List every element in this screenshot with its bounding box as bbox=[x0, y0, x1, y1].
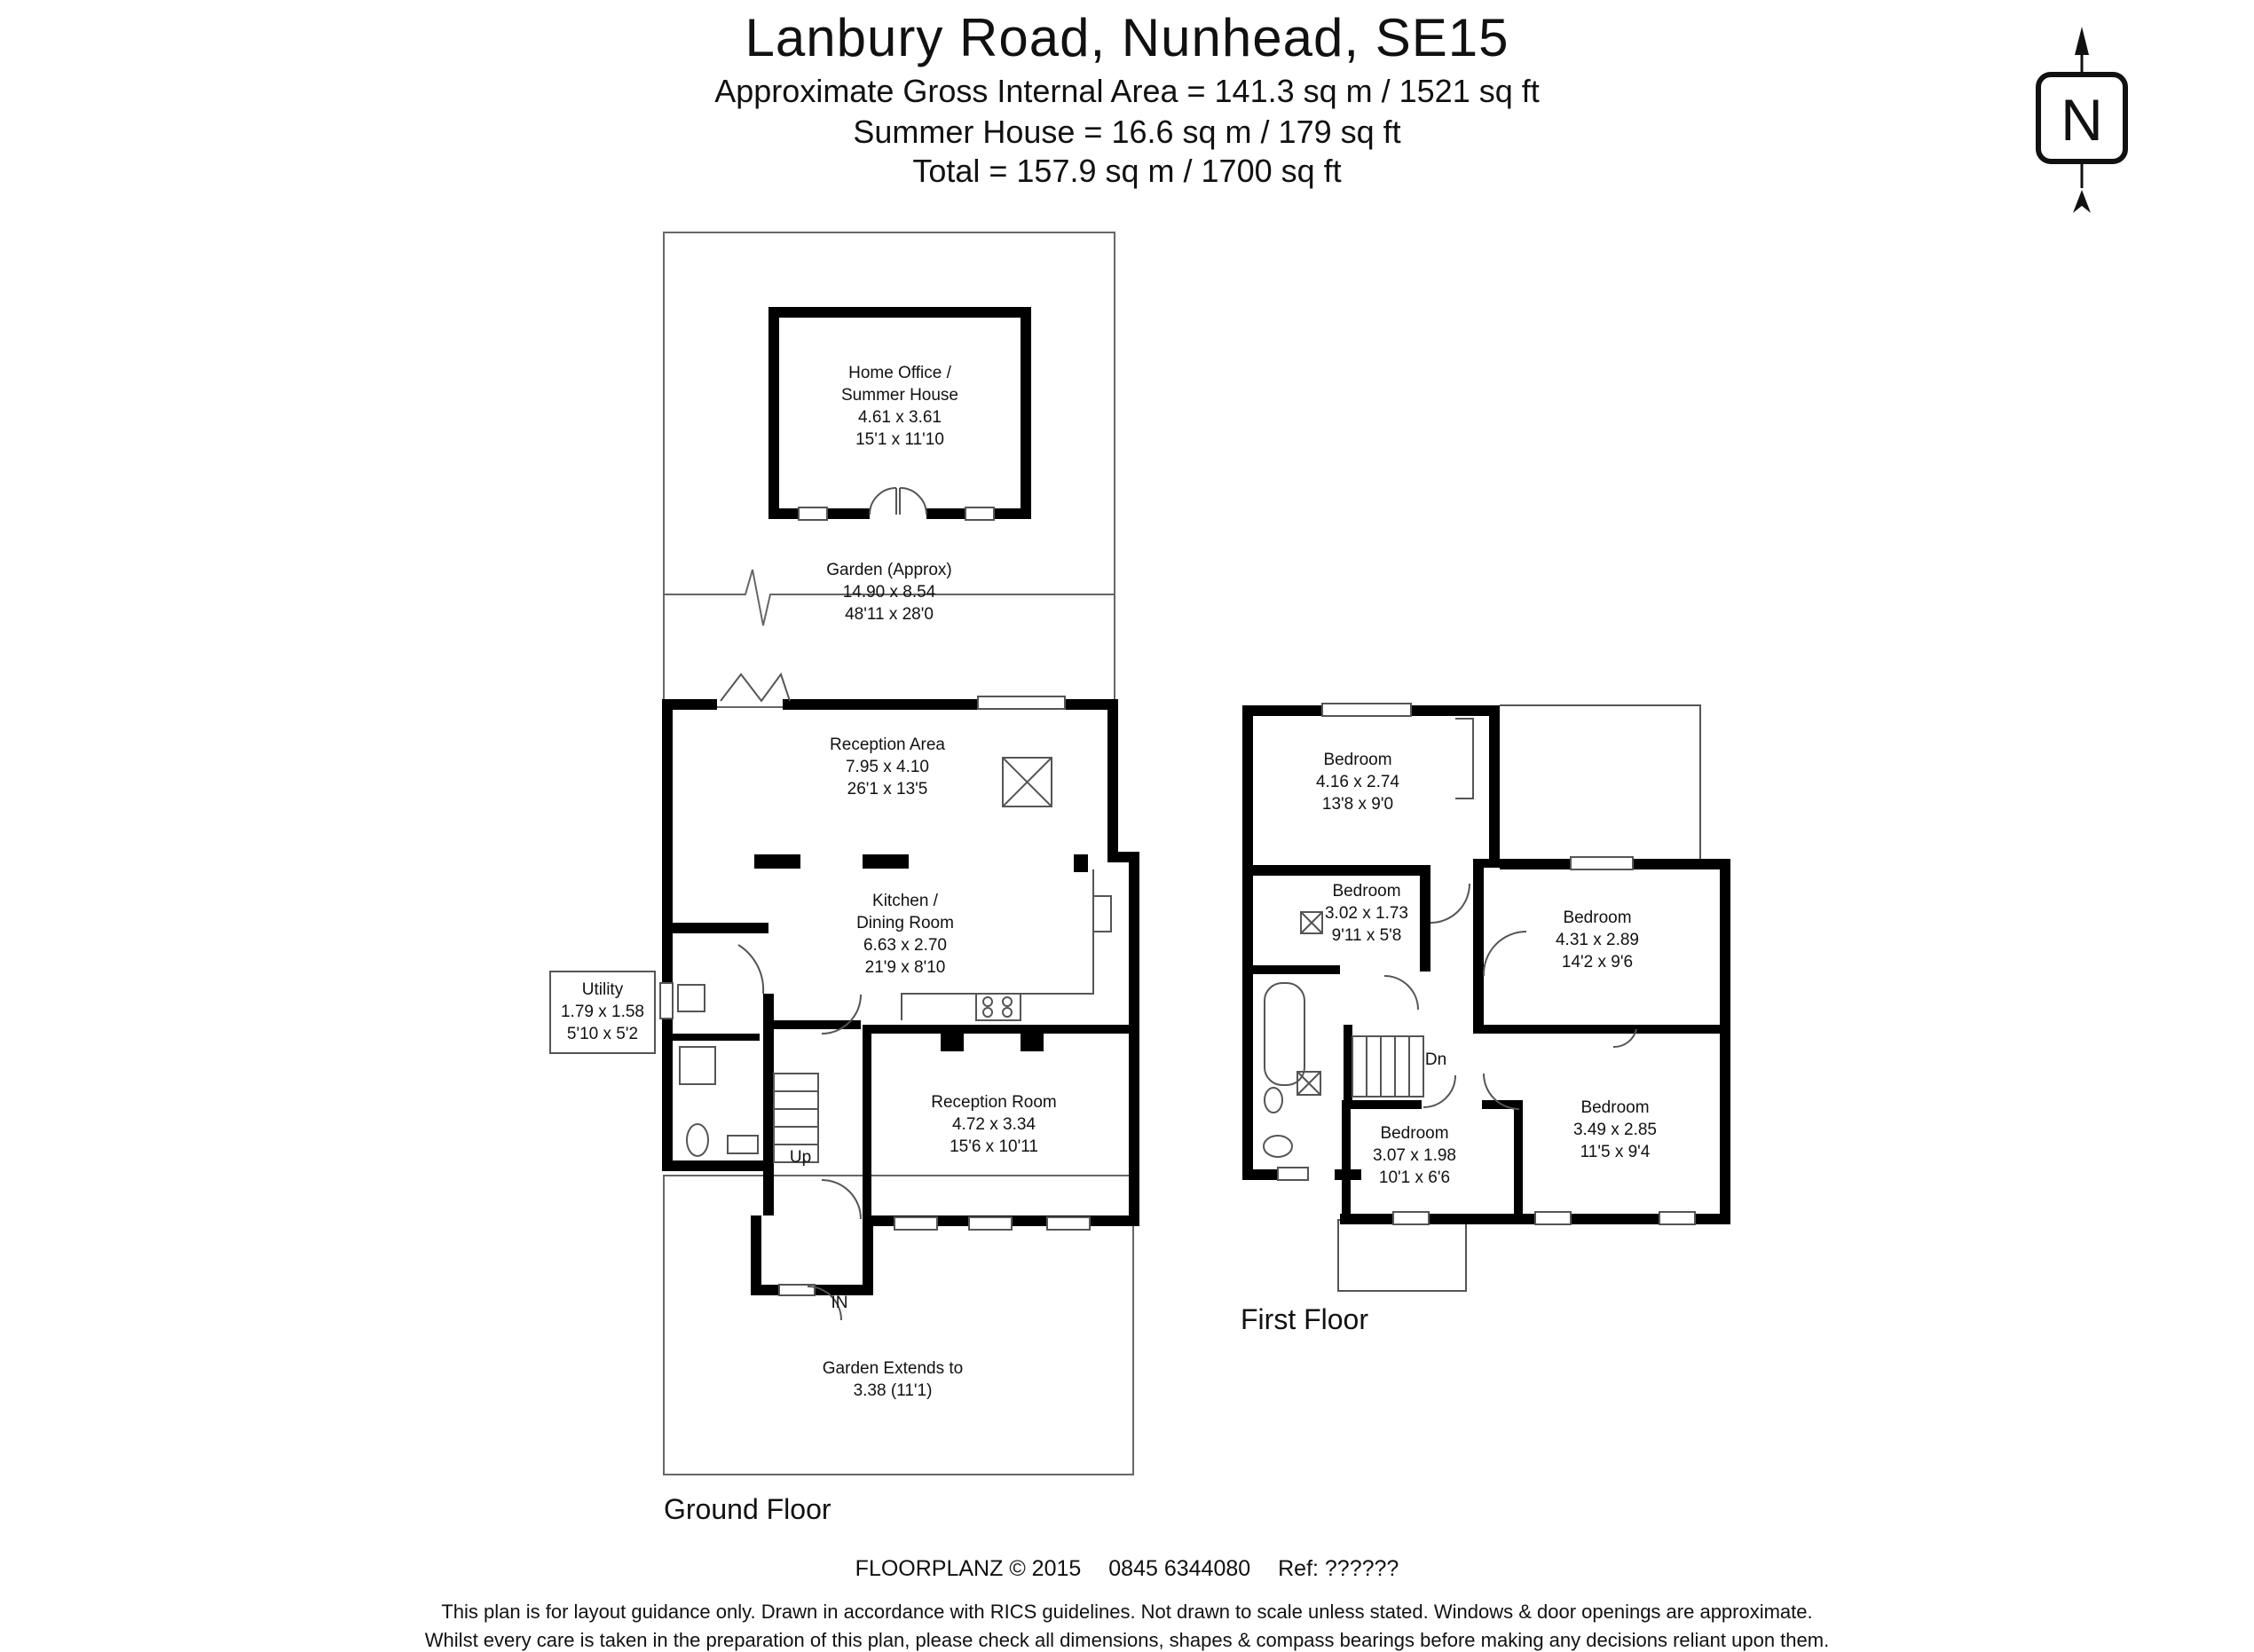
svg-text:14.90 x 8.54: 14.90 x 8.54 bbox=[842, 583, 936, 602]
svg-text:3.07 x 1.98: 3.07 x 1.98 bbox=[1372, 1146, 1457, 1165]
footer-phone: 0845 6344080 bbox=[1108, 1556, 1251, 1581]
plan-title: Lanbury Road, Nunhead, SE15 bbox=[745, 8, 1509, 67]
svg-text:6.63 x 2.70: 6.63 x 2.70 bbox=[863, 936, 948, 955]
stairs-down-label: Dn bbox=[1424, 1050, 1447, 1069]
svg-text:4.61 x 3.61: 4.61 x 3.61 bbox=[857, 408, 942, 427]
svg-text:Utility: Utility bbox=[581, 980, 624, 999]
ground-floor-label: Ground Floor bbox=[664, 1493, 831, 1525]
reception-area-label bbox=[830, 736, 945, 798]
compass-letter: N bbox=[2061, 87, 2103, 153]
svg-text:3.02 x 1.73: 3.02 x 1.73 bbox=[1324, 904, 1409, 923]
svg-text:Bedroom: Bedroom bbox=[1323, 751, 1392, 769]
svg-text:3.49 x 2.85: 3.49 x 2.85 bbox=[1572, 1121, 1658, 1139]
svg-text:4.16 x 2.74: 4.16 x 2.74 bbox=[1315, 773, 1400, 791]
kitchen-label bbox=[856, 892, 954, 977]
bedroom-4-label bbox=[1373, 1124, 1456, 1187]
first-floor-stairs bbox=[1352, 1036, 1423, 1097]
wardrobe bbox=[1455, 719, 1473, 798]
svg-text:Bedroom: Bedroom bbox=[1580, 1098, 1650, 1117]
bedroom-3-label bbox=[1556, 909, 1639, 972]
total-area-line: Total = 157.9 sq m / 1700 sq ft bbox=[912, 153, 1342, 189]
summer-house-label bbox=[841, 364, 958, 449]
svg-text:15'1 x 11'10: 15'1 x 11'10 bbox=[855, 430, 944, 449]
svg-text:10'1 x 6'6: 10'1 x 6'6 bbox=[1378, 1168, 1451, 1187]
svg-text:4.72 x 3.34: 4.72 x 3.34 bbox=[951, 1115, 1036, 1134]
svg-text:7.95 x 4.10: 7.95 x 4.10 bbox=[845, 758, 930, 776]
svg-text:9'11 x 5'8: 9'11 x 5'8 bbox=[1331, 926, 1402, 945]
svg-text:Bedroom: Bedroom bbox=[1380, 1124, 1449, 1143]
bedroom-1-label bbox=[1316, 751, 1399, 814]
footer-credits bbox=[0, 1556, 2254, 1582]
svg-text:Reception Area: Reception Area bbox=[830, 736, 945, 754]
footer-ref: Ref: ?????? bbox=[1278, 1556, 1399, 1581]
svg-text:21'9 x 8'10: 21'9 x 8'10 bbox=[864, 958, 946, 977]
north-compass-icon bbox=[2038, 27, 2125, 213]
bedroom-5-label bbox=[1573, 1098, 1657, 1161]
svg-text:48'11 x 28'0: 48'11 x 28'0 bbox=[845, 605, 934, 624]
bedroom-2-label bbox=[1325, 882, 1408, 945]
footer-disclaimer-1: This plan is for layout guidance only. Drawn in accordance with RICS guidelines. Not drawn to scale unless stated. Windows & door openings are approximate. bbox=[441, 1601, 1813, 1623]
svg-text:15'6 x 10'11: 15'6 x 10'11 bbox=[950, 1137, 1038, 1156]
ground-floor-plan bbox=[550, 232, 1139, 1525]
svg-text:Home Office /: Home Office / bbox=[848, 364, 951, 382]
summer-house-area-line: Summer House = 16.6 sq m / 179 sq ft bbox=[853, 114, 1401, 150]
svg-text:Reception Room: Reception Room bbox=[931, 1093, 1057, 1112]
svg-text:3.38 (11'1): 3.38 (11'1) bbox=[853, 1381, 933, 1400]
svg-text:1.79 x 1.58: 1.79 x 1.58 bbox=[560, 1003, 645, 1021]
svg-text:Bedroom: Bedroom bbox=[1332, 882, 1401, 901]
front-garden-label bbox=[823, 1359, 963, 1400]
gross-area-line: Approximate Gross Internal Area = 141.3 sq m / 1521 sq ft bbox=[714, 73, 1540, 109]
svg-text:Bedroom: Bedroom bbox=[1563, 909, 1632, 927]
svg-text:26'1 x 13'5: 26'1 x 13'5 bbox=[847, 780, 928, 798]
svg-text:5'10 x 5'2: 5'10 x 5'2 bbox=[566, 1025, 639, 1043]
utility-fixtures bbox=[678, 985, 758, 1156]
svg-text:Dining Room: Dining Room bbox=[856, 914, 954, 932]
rear-garden-boundary bbox=[664, 232, 1115, 707]
svg-text:13'8 x 9'0: 13'8 x 9'0 bbox=[1321, 795, 1394, 814]
first-floor-label: First Floor bbox=[1241, 1303, 1368, 1335]
svg-text:Summer House: Summer House bbox=[841, 386, 958, 405]
garden-label bbox=[826, 561, 952, 624]
stairs-up-label: Up bbox=[789, 1148, 812, 1167]
svg-text:Garden (Approx): Garden (Approx) bbox=[826, 561, 952, 579]
svg-text:Garden Extends to: Garden Extends to bbox=[822, 1359, 964, 1378]
first-floor-plan bbox=[1241, 704, 1730, 1335]
bifold-door bbox=[721, 674, 790, 701]
svg-text:Kitchen /: Kitchen / bbox=[872, 892, 938, 910]
skylight bbox=[1003, 758, 1052, 806]
reception-room-label bbox=[931, 1093, 1057, 1156]
svg-text:14'2 x 9'6: 14'2 x 9'6 bbox=[1561, 953, 1634, 972]
svg-text:4.31 x 2.89: 4.31 x 2.89 bbox=[1555, 931, 1640, 949]
footer-brand: FLOORPLANZ © 2015 bbox=[855, 1556, 1082, 1581]
footer-disclaimer-2: Whilst every care is taken in the preparation of this plan, please check all dimensions, shapes & compass bearings before making any decisions reliant upon them. bbox=[424, 1629, 1830, 1651]
bathroom-fixtures bbox=[1264, 912, 1322, 1157]
svg-text:11'5 x 9'4: 11'5 x 9'4 bbox=[1580, 1143, 1651, 1161]
entrance-label: IN bbox=[831, 1294, 848, 1312]
